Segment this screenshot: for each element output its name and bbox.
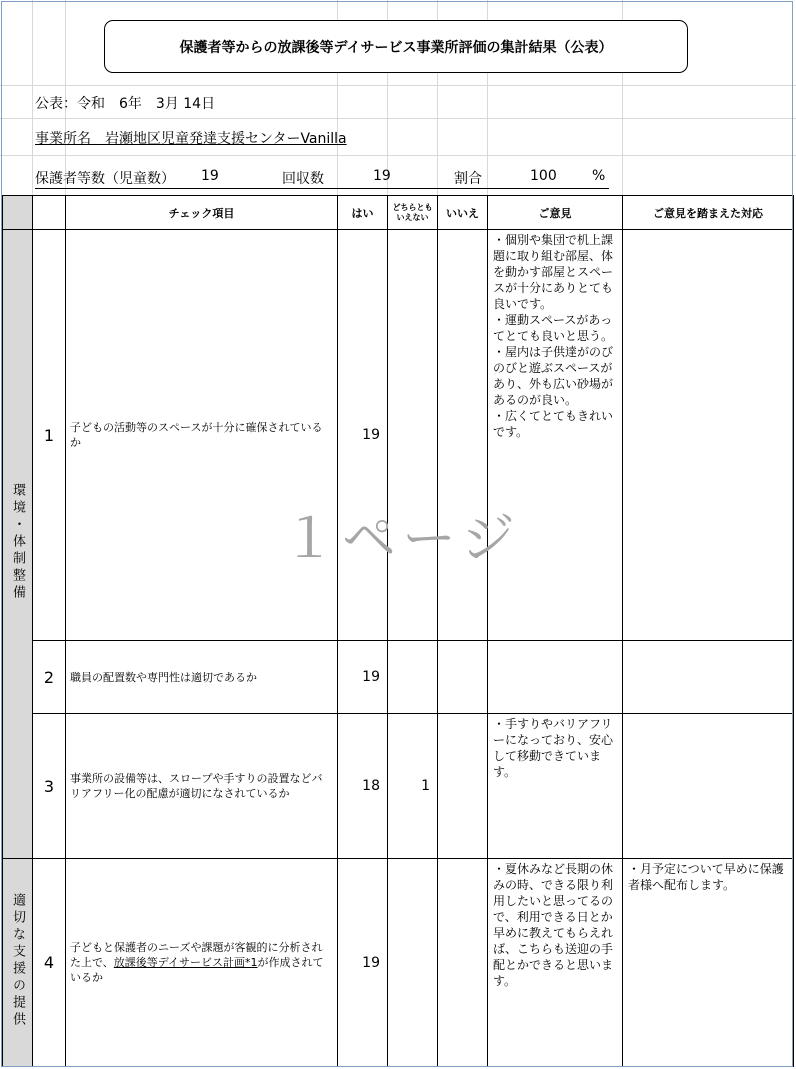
neither-count: [388, 230, 438, 641]
opinion-text: ・屋内は子供達がのびのびと遊ぶスペースがあり、外も広い砂場があるのが良い。: [493, 345, 614, 407]
neither-count: [388, 641, 438, 714]
response-cell: [623, 230, 794, 641]
opinion-text: ・運動スペースがあってとても良いと思う。: [493, 313, 614, 343]
header-yes: はい: [338, 196, 388, 230]
opinion-cell: [488, 714, 623, 859]
gridline: [32, 0, 33, 195]
header-opinion: ご意見: [488, 196, 623, 230]
ratio-label: 割合: [454, 171, 482, 187]
category-env: [3, 230, 33, 859]
table-row: [3, 714, 794, 859]
category-support: [3, 859, 33, 1067]
collected-label: 回収数: [282, 171, 324, 187]
opinion-text: ・個別や集団で机上課題に取り組む部屋、体を動かす部屋とスペースが十分にありとても良いです。: [493, 233, 614, 311]
ratio-unit: %: [592, 168, 606, 184]
no-count: [438, 230, 488, 641]
gridline: [0, 118, 796, 119]
yes-count: 19: [338, 641, 388, 714]
gridline: [0, 155, 796, 156]
publish-date: 公表：令和 6年 3月 14日: [35, 96, 216, 112]
opinion-text: ・手すりやバリアフリーになっており、安心して移動できています。: [493, 717, 614, 779]
table-row: [3, 641, 794, 714]
stats-line: [35, 168, 609, 189]
category-env-label: 環境・体制整備: [10, 482, 25, 602]
header-number-cell: [33, 196, 66, 230]
no-count: [438, 714, 488, 859]
check-item-text-end: が作成されているか: [70, 956, 324, 984]
opinion-text: ・夏休みなど長期の休みの時、できる限り利用したいと思ってるので、利用できる日とか早めに教えてもらえれば、こちらも送迎の手配とかできると思います。: [493, 862, 614, 988]
no-count: [438, 859, 488, 1067]
yes-count: 19: [338, 859, 388, 1067]
no-count: [438, 641, 488, 714]
opinion-cell: [488, 230, 623, 641]
row-number: 2: [33, 641, 66, 714]
header-neither-line2: いえない: [396, 212, 429, 222]
ratio-value: 100: [530, 168, 557, 184]
collected-value: 19: [373, 168, 391, 184]
page-title: 保護者等からの放課後等デイサービス事業所評価の集計結果（公表）: [104, 20, 688, 73]
neither-count: 1: [388, 714, 438, 859]
page-watermark: １ページ: [282, 507, 521, 570]
header-check-item: チェック項目: [66, 196, 338, 230]
opinion-cell: [488, 859, 623, 1067]
guardians-value: 19: [201, 168, 219, 184]
check-item: 子どもの活動等のスペースが十分に確保されているか: [66, 230, 338, 641]
yes-count: 18: [338, 714, 388, 859]
yes-count: 19: [338, 230, 388, 641]
header-no: いいえ: [438, 196, 488, 230]
table-header-row: [3, 196, 794, 230]
gridline: [0, 85, 796, 86]
header-response: ご意見を踏まえた対応: [623, 196, 794, 230]
header-neither-line1: どちらとも: [392, 202, 433, 212]
guardians-label: 保護者等数（児童数）: [35, 171, 175, 187]
check-item: 事業所の設備等は、スロープや手すりの設置などバリアフリー化の配慮が適切になされているか: [66, 714, 338, 859]
opinion-text: ・広くてとてもきれいです。: [493, 409, 614, 439]
evaluation-table: [2, 195, 794, 1067]
neither-count: [388, 859, 438, 1067]
response-cell: [623, 714, 794, 859]
category-support-label: 適切な支援の提供: [10, 892, 25, 1029]
row-number: 4: [33, 859, 66, 1067]
check-item: [66, 859, 338, 1067]
facility-name: 事業所名 岩瀬地区児童発達支援センターVanilla: [35, 131, 347, 147]
plan-link-text: 放課後等デイサービス計画*1: [113, 956, 258, 969]
check-item-text: 子どもと保護者のニーズや課題が客観的に分析された上で、: [70, 941, 323, 969]
response-cell: [623, 641, 794, 714]
row-number: 1: [33, 230, 66, 641]
table-row: [3, 859, 794, 1067]
check-item: 職員の配置数や専門性は適切であるか: [66, 641, 338, 714]
row-number: 3: [33, 714, 66, 859]
header-category-cell: [3, 196, 33, 230]
table-row: [3, 230, 794, 641]
opinion-cell: [488, 641, 623, 714]
header-neither: [388, 196, 438, 230]
response-cell: ・月予定について早めに保護者様へ配布します。: [623, 859, 794, 1067]
